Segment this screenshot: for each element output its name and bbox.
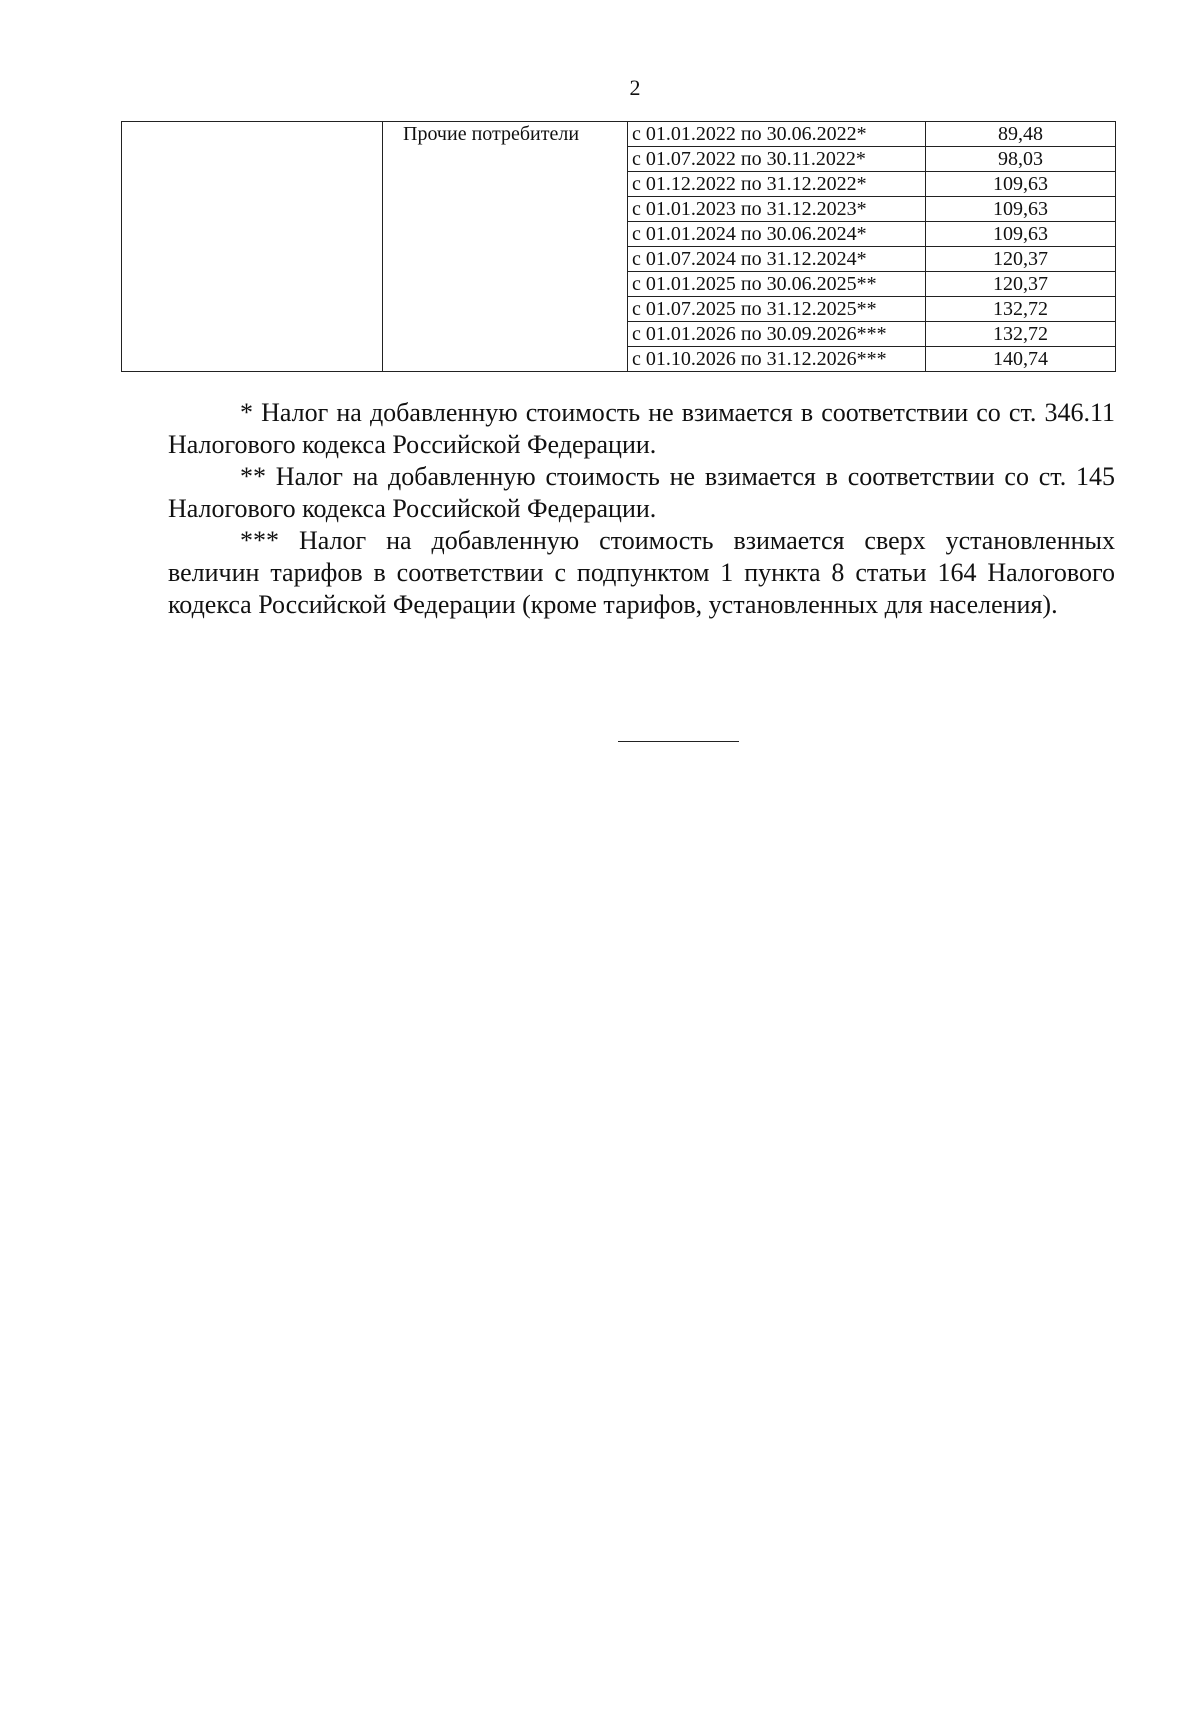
period-cell: с 01.07.2022 по 30.11.2022*: [628, 147, 926, 172]
period-cell: с 01.01.2024 по 30.06.2024*: [628, 222, 926, 247]
tariff-table-body: [122, 122, 1116, 372]
tariff-value-cell: 132,72: [926, 297, 1116, 322]
tariff-value-cell: 109,63: [926, 197, 1116, 222]
tariff-value-cell: 120,37: [926, 272, 1116, 297]
footnote-vat-145: ** Налог на добавленную стоимость не взимается в соответствии со ст. 145 Налогового кодекса Российской Федерации.: [168, 462, 1115, 523]
tariff-value-cell: 109,63: [926, 172, 1116, 197]
footnote-vat-164: *** Налог на добавленную стоимость взимается сверх установленных величин тарифов в соответствии с подпунктом 1 пункта 8 статьи 164 Налогового кодекса Российской Федерации (кроме тарифов, установленных для населения).: [168, 526, 1115, 619]
page-number: 2: [629, 75, 641, 100]
end-separator-line: [618, 741, 739, 742]
tariff-value-cell: 120,37: [926, 247, 1116, 272]
tariff-value-cell: 109,63: [926, 222, 1116, 247]
period-cell: с 01.10.2026 по 31.12.2026***: [628, 347, 926, 372]
period-cell: с 01.01.2023 по 31.12.2023*: [628, 197, 926, 222]
consumer-group-cell: Прочие потребители: [383, 122, 628, 372]
period-cell: с 01.01.2025 по 30.06.2025**: [628, 272, 926, 297]
period-cell: с 01.01.2022 по 30.06.2022*: [628, 122, 926, 147]
footnotes: [168, 397, 1115, 621]
tariff-value-cell: 140,74: [926, 347, 1116, 372]
tariff-value-cell: 98,03: [926, 147, 1116, 172]
period-cell: с 01.07.2024 по 31.12.2024*: [628, 247, 926, 272]
period-cell: с 01.07.2025 по 31.12.2025**: [628, 297, 926, 322]
period-cell: с 01.12.2022 по 31.12.2022*: [628, 172, 926, 197]
tariff-value-cell: 89,48: [926, 122, 1116, 147]
tariff-table: [121, 121, 1116, 372]
tariff-value-cell: 132,72: [926, 322, 1116, 347]
empty-organization-cell: [122, 122, 383, 372]
table-row: [122, 122, 1116, 147]
footnote-vat-346: * Налог на добавленную стоимость не взимается в соответствии со ст. 346.11 Налогового кодекса Российской Федерации.: [168, 398, 1115, 459]
period-cell: с 01.01.2026 по 30.09.2026***: [628, 322, 926, 347]
